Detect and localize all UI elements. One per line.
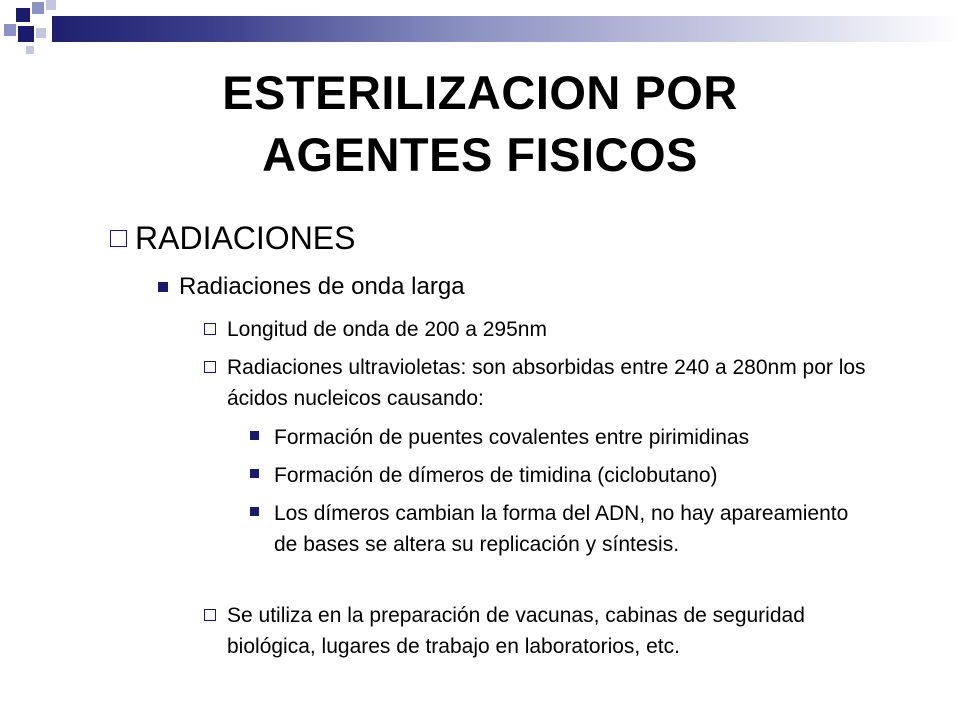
slide-title (0, 62, 960, 186)
deco-square-icon (4, 24, 16, 36)
deco-square-icon (46, 0, 56, 10)
header-gradient-band (52, 16, 960, 42)
header-decoration (0, 0, 960, 60)
outline-text: Longitud de onda de 200 a 295nm (227, 318, 547, 341)
deco-square-icon (26, 46, 34, 54)
outline-text: Formación de dímeros de timidina (ciclobutano) (274, 464, 718, 487)
outline-text: Formación de puentes covalentes entre pirimidinas (274, 426, 750, 449)
outline-text: Se utiliza en la preparación de vacunas, cabinas de seguridad biológica, lugares de trabajo en laboratorios, etc. (227, 604, 805, 658)
outline-text: RADIACIONES (135, 220, 356, 256)
outline-item-l4 (250, 422, 910, 453)
hollow-square-bullet-icon (204, 323, 216, 335)
outline-item-l4 (250, 498, 880, 560)
hollow-square-bullet-icon (110, 230, 127, 247)
outline-text: Radiaciones de onda larga (179, 273, 465, 300)
outline-item-l4 (250, 460, 910, 491)
outline-item-l3 (204, 600, 894, 662)
outline-text: Radiaciones ultravioletas: son absorbidas entre 240 a 280nm por los ácidos nucleicos causando: (227, 356, 866, 410)
outline-item-l3 (204, 352, 874, 414)
filled-square-bullet-icon (250, 469, 259, 478)
filled-square-bullet-icon (158, 282, 168, 292)
slide-title-line-2: AGENTES FISICOS (262, 128, 698, 181)
hollow-square-bullet-icon (204, 609, 216, 621)
outline-item-l1 (110, 218, 930, 258)
deco-square-icon (16, 8, 30, 22)
filled-square-bullet-icon (250, 507, 259, 516)
deco-square-icon (36, 28, 46, 38)
deco-square-icon (18, 26, 34, 42)
outline-item-l2 (158, 270, 918, 304)
hollow-square-bullet-icon (204, 361, 216, 373)
deco-square-icon (32, 2, 44, 14)
filled-square-bullet-icon (250, 431, 259, 440)
slide-title-line-1: ESTERILIZACION POR (222, 66, 738, 119)
outline-text: Los dímeros cambian la forma del ADN, no hay apareamiento de bases se altera su replicación y síntesis. (274, 502, 849, 556)
outline-item-l3 (204, 314, 884, 345)
